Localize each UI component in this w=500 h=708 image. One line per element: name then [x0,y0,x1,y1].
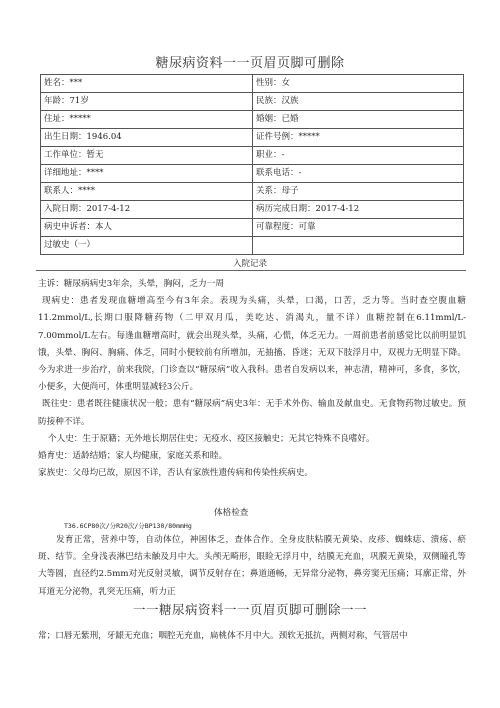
table-cell: 详细地址：**** [41,165,253,183]
table-cell [253,237,464,255]
admission-record-caption: 入院记录 [232,259,267,269]
physical-exam-paragraph: 发育正常，营养中等，自动体位，神困体乏，查体合作。全身皮肤粘膜无黄染、皮疹、蜘蛛痣、溃疡、瘀斑、结节。全身浅表淋巴结未触及月中大。头颅无畸形，眼睑无浮月中，结膜无充血，巩膜无黄染，双侧瞳孔等大等圆，直径约2.5mm对光反射灵敏，调节反射存在；鼻道通畅，无异常分泌物，鼻旁窦无压痛；耳廓正常，外耳道无分泌物，乳突无压痛，听力正 [38,535,466,597]
table-row [41,75,464,93]
marital-history: 婚育史：适龄结婚；家人均健康，家庭关系和睦。 [38,451,228,462]
table-cell: 职业：- [253,147,464,165]
vital-signs: T36.6CP80次/分R20次/分BP130/80mmHg [64,522,192,530]
table-cell: 年龄：71岁 [41,93,253,111]
physical-exam-body [38,532,466,601]
table-cell: 婚姻：已婚 [253,111,464,129]
table-cell: 住址：***** [41,111,253,129]
table-cell: 姓名：*** [41,75,253,93]
admission-record-body [38,276,466,482]
table-cell: 联系电话：- [253,165,464,183]
table-row [41,183,464,201]
table-cell: 入院日期：2017-4-12 [41,201,253,219]
divider [36,270,466,271]
table-cell: 病史申诉者：本人 [41,219,253,237]
present-illness: 现病史：患者发现血糖增高至今有3年余。表现为头痛，头晕，口渴，口苦，乏力等。当时查空腹血糖11.2mmol/L,长期口服降糖药物（二甲双月瓜，美吃达、消渴丸，量不详）血糖控制在6.11mml/L-7.00mmol/L左右。每逢血糖增高时，就会出现头晕，头痛，心慌，体乏无力。一周前患者前感觉比以前明显饥饿，头晕、胸闷、胸痛、体乏，同时小便较前有所增加，无抽搐、昏迷；无双下肢浮月中，双视力无明显下降。今为求进一步治疗，前来我院，门诊查以“糖尿病”收入我科。患者自发病以来，神志清，精神可，多食，多饮，小便多，大便尚可，体重明显减轻3公斤。 [38,296,466,393]
personal-history: 个人史：生于原籍；无外地长期居住史；无疫水、疫区接触史；无其它特殊不良嗜好。 [48,433,375,444]
table-cell: 工作单位：暂无 [41,147,253,165]
table-cell: 关系：母子 [253,183,464,201]
table-row [41,111,464,129]
table-cell: 病历完成日期：2017-4-12 [253,201,464,219]
page-footer-title: 一一糖尿病资料一一页眉页脚可删除一一 [132,602,367,617]
table-cell: 出生日期：1946.04 [41,129,253,147]
continuation-text: 常；口唇无紫刑，牙龈无充血；咽腔无充血，扁桃体不月中大。颈软无抵抗，两侧对称，气管居中 [38,631,408,641]
table-cell: 过敏史（一） [41,237,253,255]
table-row [41,129,464,147]
table-row [41,237,464,255]
past-history: 既往史：患者既往健康状况一般；患有“糖尿病”病史3年：无手术外伤、输血及献血史。无食物药物过敏史。预防接种不详。 [38,399,466,427]
table-cell: 民族：汉族 [253,93,464,111]
patient-info-table [40,74,464,255]
table-cell: 证件号例：***** [253,129,464,147]
table-row [41,219,464,237]
page-header-title: 糖尿病资料一一页眉页脚可删除 [155,56,345,71]
table-cell: 可靠程度：可靠 [253,219,464,237]
table-cell: 性别：女 [253,75,464,93]
table-row [41,147,464,165]
physical-exam-heading: 体格检查 [214,508,249,518]
table-row [41,201,464,219]
table-row [41,93,464,111]
chief-complaint: 主诉：糖尿病病史3年余，头晕，胸闷，乏力一周 [38,279,224,289]
family-history: 家族史：父母均已故，原因不详，否认有家族性遗传病和传染性疾病史。 [38,468,314,479]
table-cell: 联系人：**** [41,183,253,201]
table-row [41,165,464,183]
